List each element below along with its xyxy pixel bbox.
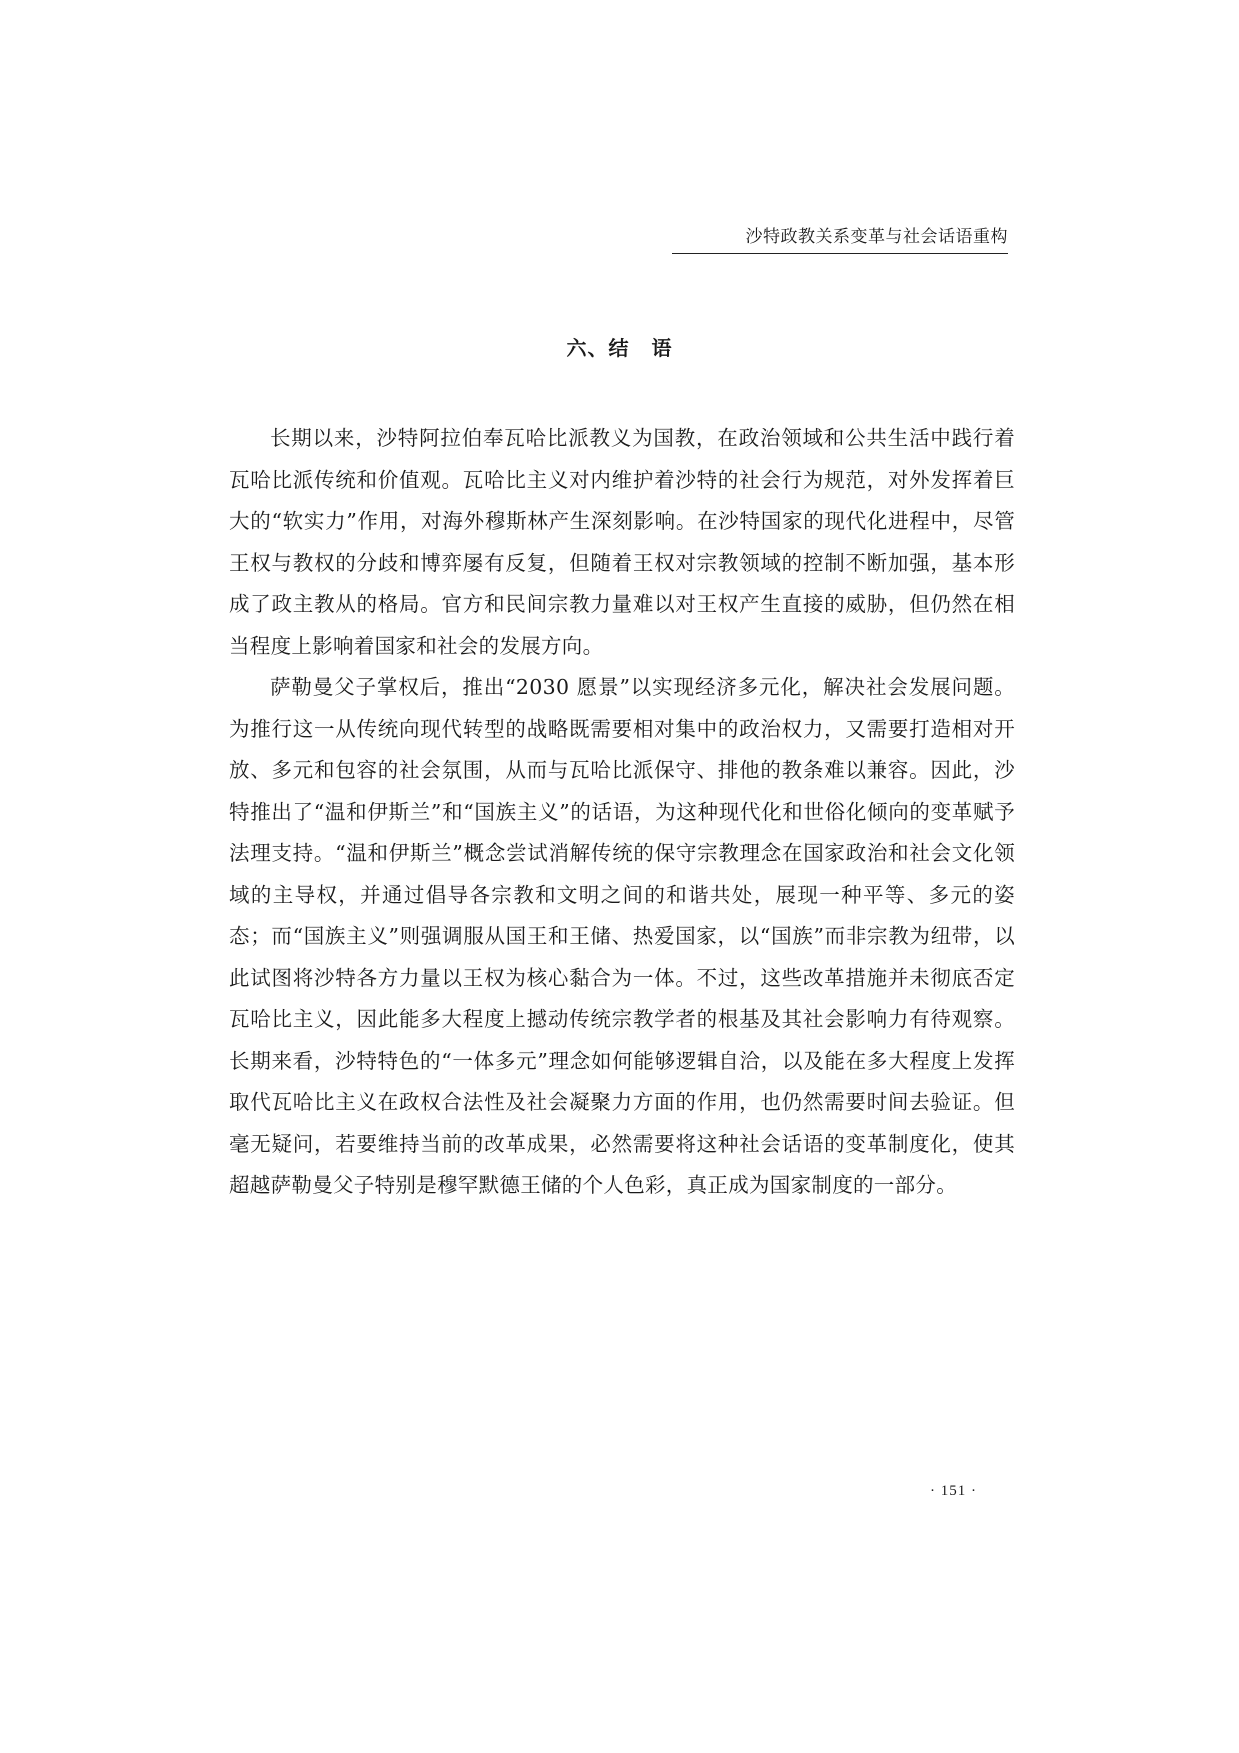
paragraph: 长期以来，沙特阿拉伯奉瓦哈比派教义为国教，在政治领域和公共生活中践行着瓦哈比派传统和价值观。瓦哈比主义对内维护着沙特的社会行为规范，对外发挥着巨大的“软实力”作用，对海外穆斯林产生深刻影响。在沙特国家的现代化进程中，尽管王权与教权的分歧和博弈屡有反复，但随着王权对宗教领域的控制不断加强，基本形成了政主教从的格局。官方和民间宗教力量难以对王权产生直接的威胁，但仍然在相当程度上影响着国家和社会的发展方向。 xyxy=(229,426,1015,658)
section-title xyxy=(0,332,1239,361)
running-header: 沙特政教关系变革与社会话语重构 xyxy=(672,222,1008,254)
page-number: · 151 · xyxy=(930,1483,977,1499)
section-title-number: 六、结 xyxy=(566,336,630,360)
section-title-end: 语 xyxy=(651,336,673,360)
body-text xyxy=(229,418,1015,1207)
paragraph: 萨勒曼父子掌权后，推出“2030 愿景”以实现经济多元化，解决社会发展问题。为推行这一从传统向现代转型的战略既需要相对集中的政治权力，又需要打造相对开放、多元和包容的社会氛围，从而与瓦哈比派保守、排他的教条难以兼容。因此，沙特推出了“温和伊斯兰”和“国族主义”的话语，为这种现代化和世俗化倾向的变革赋予法理支持。“温和伊斯兰”概念尝试消解传统的保守宗教理念在国家政治和社会文化领域的主导权，并通过倡导各宗教和文明之间的和谐共处，展现一种平等、多元的姿态；而“国族主义”则强调服从国王和王储、热爱国家，以“国族”而非宗教为纽带，以此试图将沙特各方力量以王权为核心黏合为一体。不过，这些改革措施并未彻底否定瓦哈比主义，因此能多大程度上撼动传统宗教学者的根基及其社会影响力有待观察。长期来看，沙特特色的“一体多元”理念如何能够逻辑自洽，以及能在多大程度上发挥取代瓦哈比主义在政权合法性及社会凝聚力方面的作用，也仍然需要时间去验证。但毫无疑问，若要维持当前的改革成果，必然需要将这种社会话语的变革制度化，使其超越萨勒曼父子特别是穆罕默德王储的个人色彩，真正成为国家制度的一部分。 xyxy=(229,675,1015,1197)
